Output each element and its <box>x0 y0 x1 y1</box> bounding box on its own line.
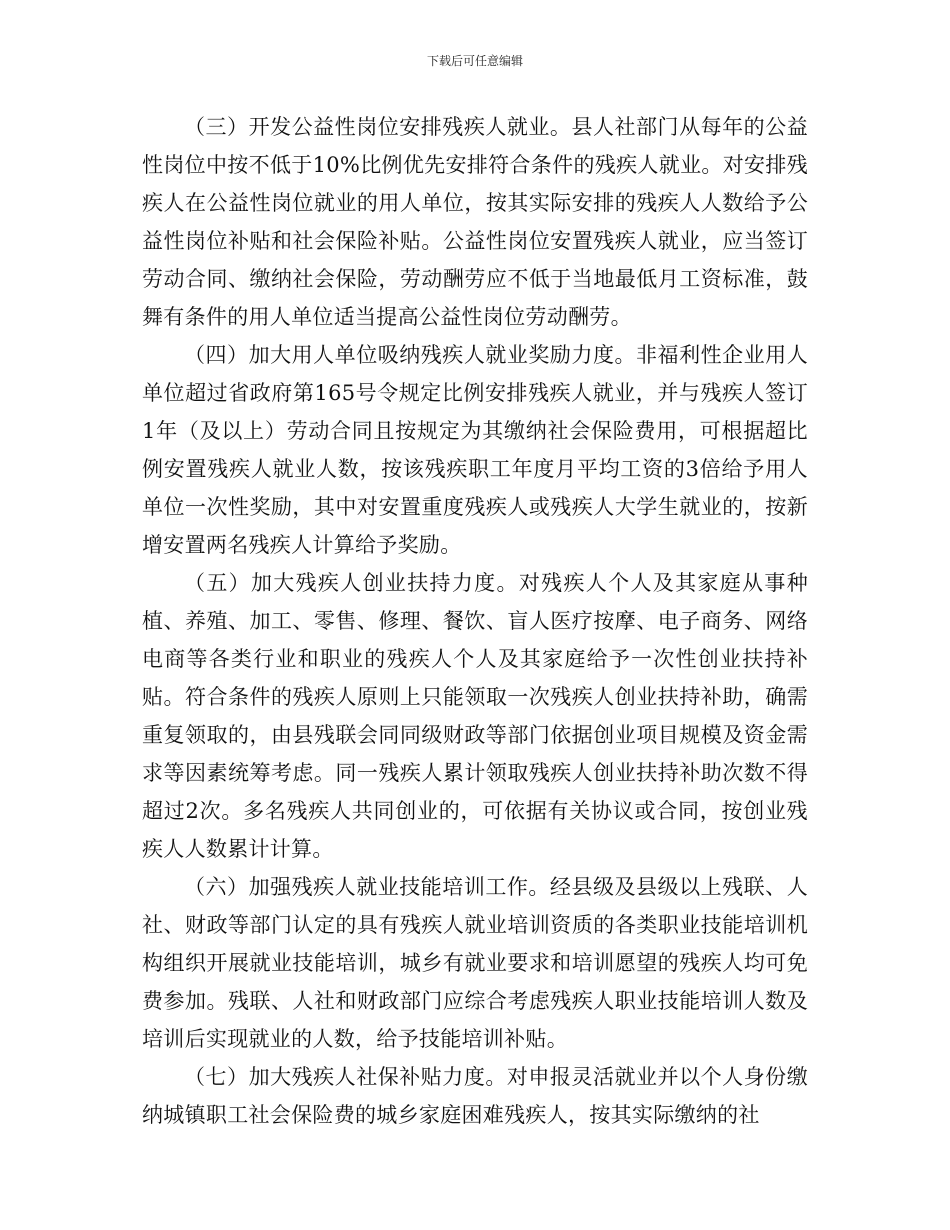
paragraph-4: （四）加大用人单位吸纳残疾人就业奖励力度。非福利性企业用人单位超过省政府第165号令规定比例安排残疾人就业，并与残疾人签订1年（及以上）劳动合同且按规定为其缴纳社会保险费用，可根据超比例安置残疾人就业人数，按该残疾职工年度月平均工资的3倍给予用人单位一次性奖励，其中对安置重度残疾人或残疾人大学生就业的，按新增安置两名残疾人计算给予奖励。 <box>142 343 808 557</box>
page-header: 下载后可任意编辑 <box>426 54 523 68</box>
paragraph-7: （七）加大残疾人社保补贴力度。对申报灵活就业并以个人身份缴纳城镇职工社会保险费的城乡家庭困难残疾人，按其实际缴纳的社 <box>142 1065 808 1127</box>
paragraph-3: （三）开发公益性岗位安排残疾人就业。县人社部门从每年的公益性岗位中按不低于10%比例优先安排符合条件的残疾人就业。对安排残疾人在公益性岗位就业的用人单位，按其实际安排的残疾人人数给予公益性岗位补贴和社会保险补贴。公益性岗位安置残疾人就业，应当签订劳动合同、缴纳社会保险，劳动酬劳应不低于当地最低月工资标准，鼓舞有条件的用人单位适当提高公益性岗位劳动酬劳。 <box>142 115 808 329</box>
paragraph-5: （五）加大残疾人创业扶持力度。对残疾人个人及其家庭从事种植、养殖、加工、零售、修理、餐饮、盲人医疗按摩、电子商务、网络电商等各类行业和职业的残疾人个人及其家庭给予一次性创业扶持补贴。符合条件的残疾人原则上只能领取一次残疾人创业扶持补助，确需重复领取的，由县残联会同同级财政等部门依据创业项目规模及资金需求等因素统筹考虑。同一残疾人累计领取残疾人创业扶持补助次数不得超过2次。多名残疾人共同创业的，可依据有关协议或合同，按创业残疾人人数累计计算。 <box>142 571 808 861</box>
document-body <box>142 108 808 1134</box>
paragraph-6: （六）加强残疾人就业技能培训工作。经县级及县级以上残联、人社、财政等部门认定的具有残疾人就业培训资质的各类职业技能培训机构组织开展就业技能培训，城乡有就业要求和培训愿望的残疾人均可免费参加。残联、人社和财政部门应综合考虑残疾人职业技能培训人数及培训后实现就业的人数，给予技能培训补贴。 <box>142 875 808 1051</box>
